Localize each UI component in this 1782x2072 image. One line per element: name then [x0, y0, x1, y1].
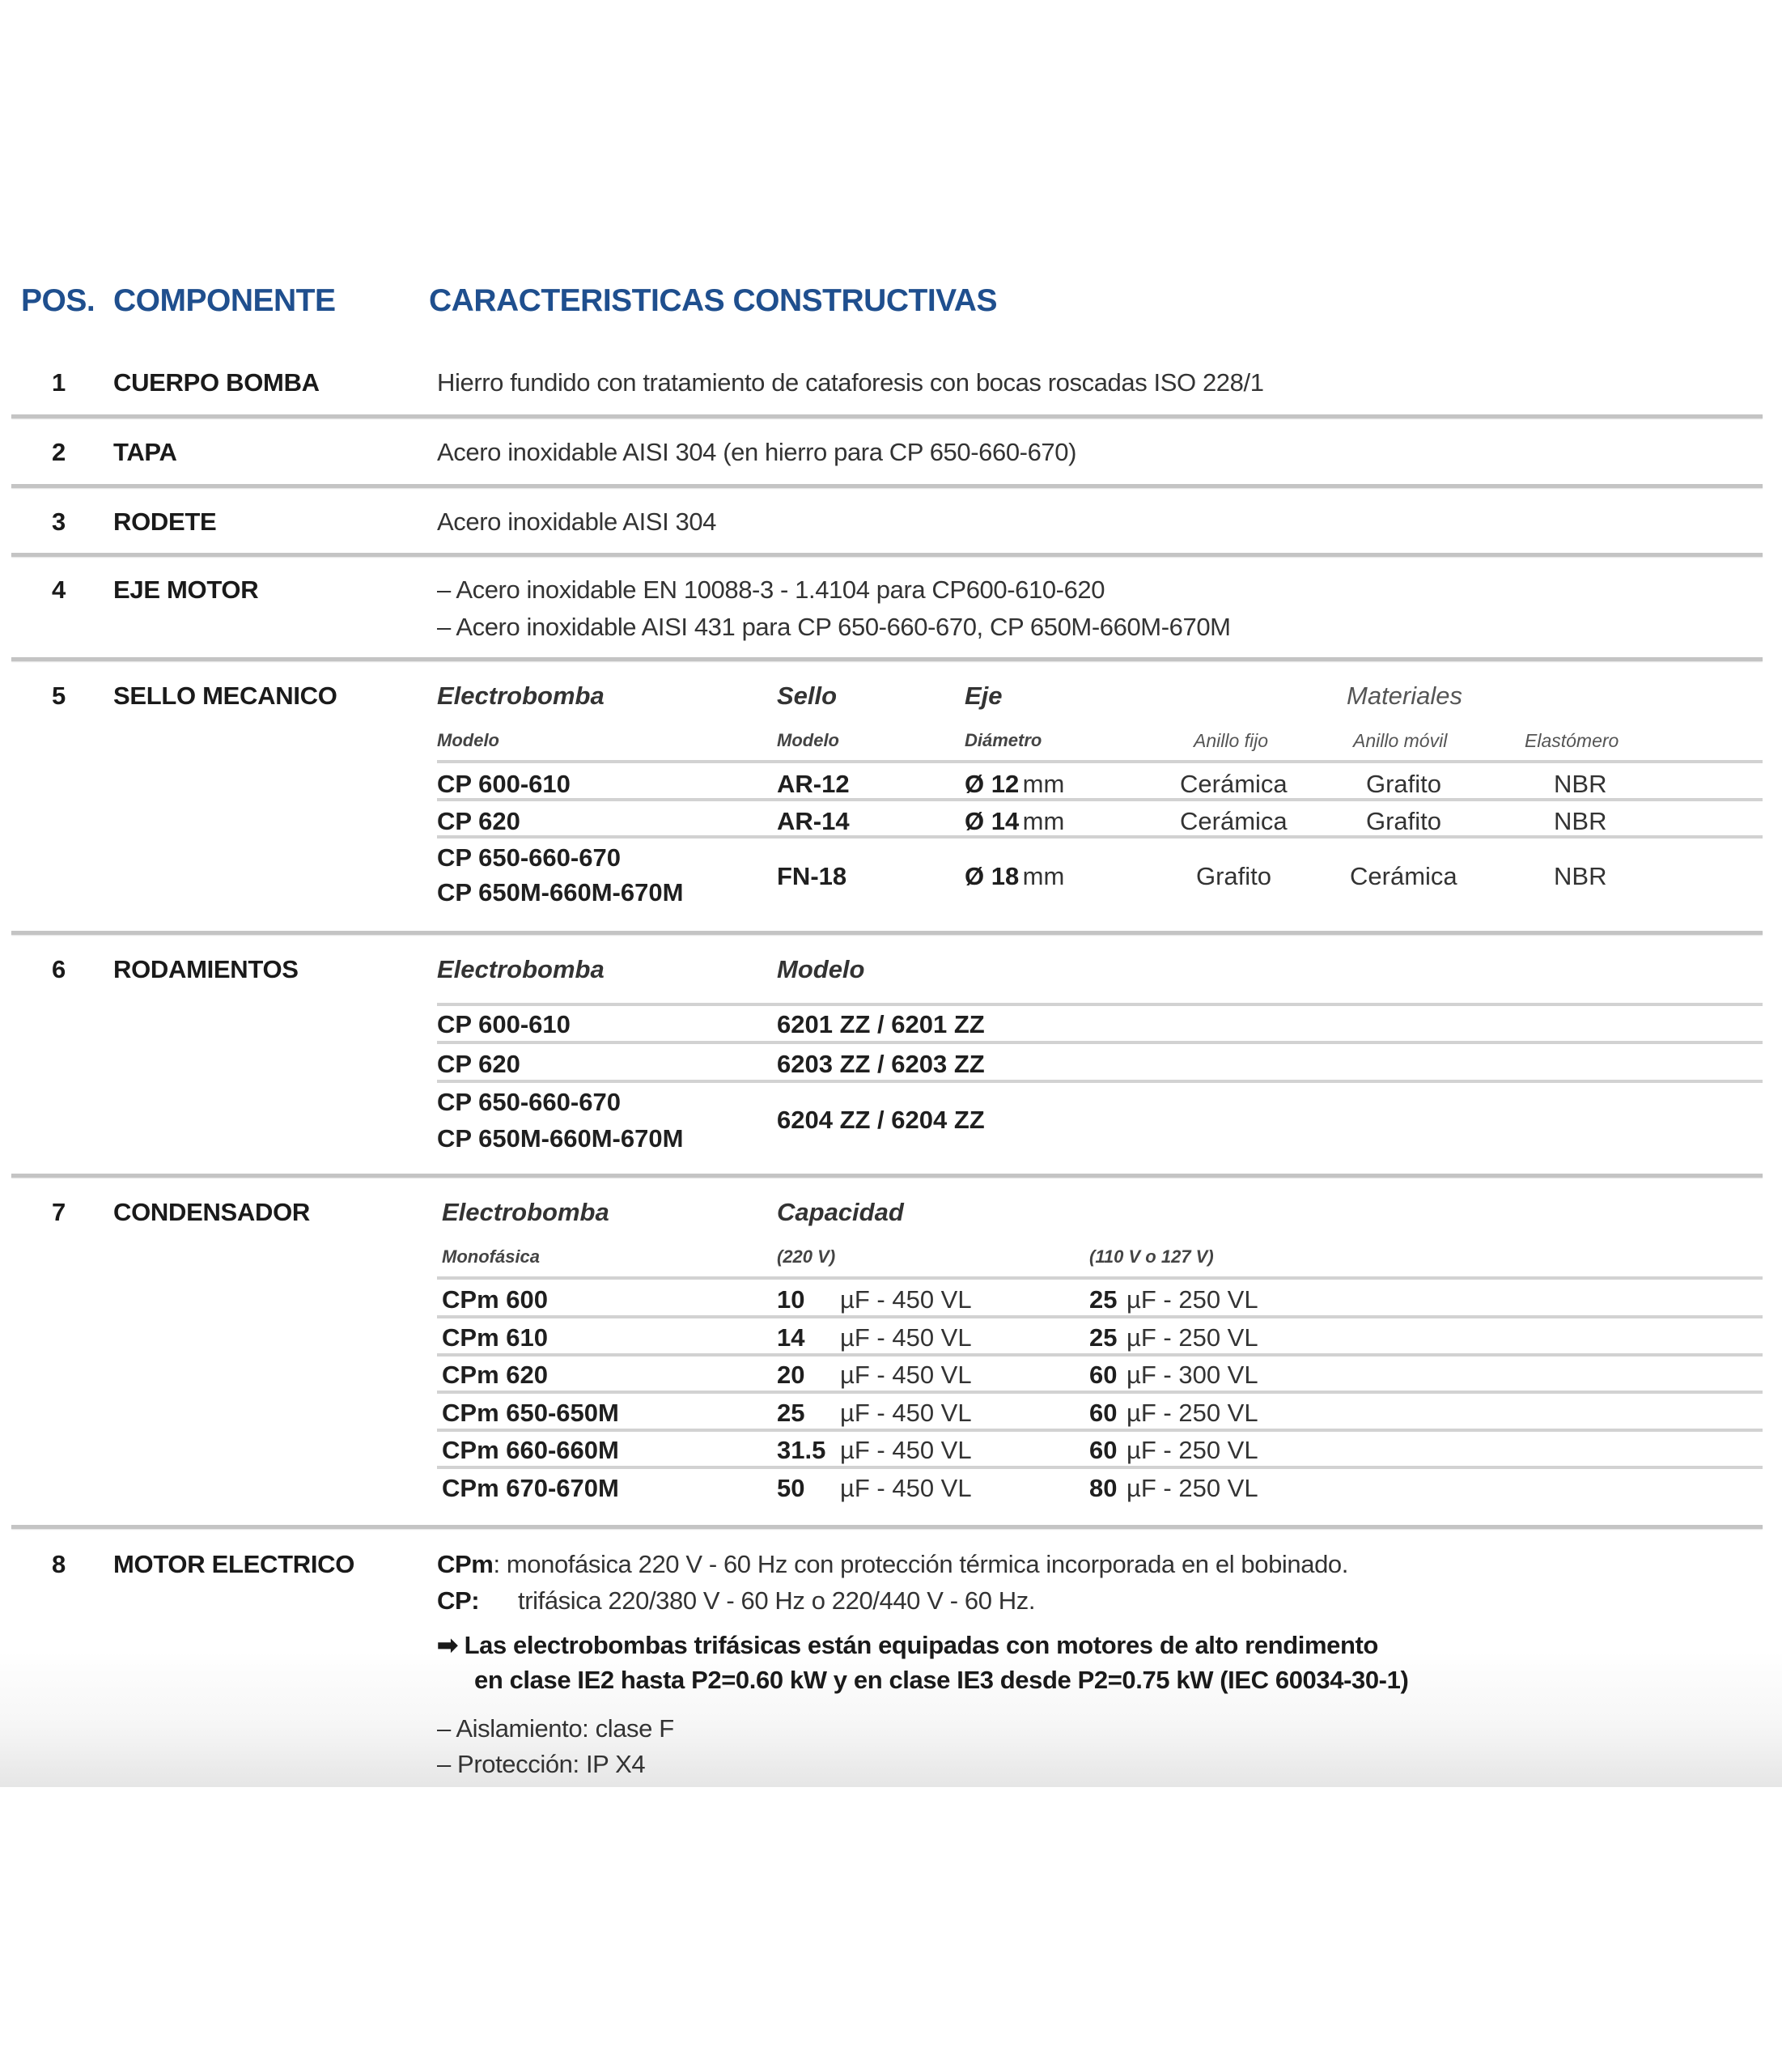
- divider: [11, 931, 1763, 935]
- condensador-row-model: CPm 660-660M: [442, 1436, 619, 1464]
- condensador-sub-110v: (110 V o 127 V): [1089, 1246, 1214, 1267]
- row-4-line-1: – Acero inoxidable EN 10088-3 - 1.4104 para CP600-610-620: [437, 575, 1105, 604]
- rodamientos-row-1-bearing: 6201 ZZ / 6201 ZZ: [777, 1010, 985, 1038]
- rodamientos-row-2-bearing: 6203 ZZ / 6203 ZZ: [777, 1050, 985, 1078]
- divider: [11, 1174, 1763, 1178]
- motor-proteccion: – Protección: IP X4: [437, 1750, 646, 1778]
- condensador-row-model: CPm 600: [442, 1285, 548, 1314]
- condensador-row-model: CPm 650-650M: [442, 1399, 619, 1427]
- sello-row-3-model-1: CP 650-660-670: [437, 843, 621, 872]
- divider: [11, 657, 1763, 661]
- sello-row-1-model: CP 600-610: [437, 770, 571, 798]
- sello-header-sello: Sello: [777, 681, 838, 710]
- diameter-value: Ø 14: [965, 807, 1020, 835]
- rodamientos-row-3-bearing: 6204 ZZ / 6204 ZZ: [777, 1106, 985, 1134]
- divider: [11, 553, 1763, 557]
- rodamientos-row-2-model: CP 620: [437, 1050, 520, 1078]
- condensador-row-220v-spec: µF - 450 VL: [840, 1323, 972, 1352]
- divider: [11, 484, 1763, 488]
- sello-sub-anillo-movil: Anillo móvil: [1353, 730, 1448, 751]
- subtable-line: [437, 1080, 1763, 1083]
- diameter-unit: mm: [1022, 807, 1065, 835]
- condensador-row-110v-spec: µF - 300 VL: [1126, 1361, 1258, 1389]
- sello-header-materiales: Materiales: [1347, 681, 1462, 710]
- motor-cp-label: CP:: [437, 1586, 480, 1615]
- sello-row-3-elastomer: NBR: [1554, 862, 1607, 890]
- condensador-row-110v-value: 80: [1089, 1474, 1118, 1502]
- condensador-row-110v-spec: µF - 250 VL: [1126, 1285, 1258, 1314]
- rodamientos-row-1-model: CP 600-610: [437, 1010, 571, 1038]
- row-3-pos: 3: [52, 507, 66, 536]
- subtable-line: [437, 1466, 1763, 1469]
- condensador-row-110v-spec: µF - 250 VL: [1126, 1399, 1258, 1427]
- condensador-row-220v-value: 10: [777, 1285, 805, 1314]
- condensador-row-110v-spec: µF - 250 VL: [1126, 1323, 1258, 1352]
- row-8-component: MOTOR ELECTRICO: [113, 1550, 355, 1578]
- sello-row-2-model: CP 620: [437, 807, 520, 835]
- condensador-row-220v-spec: µF - 450 VL: [840, 1285, 972, 1314]
- header-componente: COMPONENTE: [113, 283, 336, 318]
- row-5-pos: 5: [52, 681, 66, 710]
- sello-row-1-fixed-ring: Cerámica: [1180, 770, 1288, 798]
- row-5-component: SELLO MECANICO: [113, 681, 337, 710]
- condensador-row-110v-value: 60: [1089, 1399, 1118, 1427]
- subtable-line: [437, 1041, 1763, 1044]
- sello-sub-modelo: Modelo: [437, 730, 499, 750]
- row-7-pos: 7: [52, 1198, 66, 1226]
- motor-cpm-text: : monofásica 220 V - 60 Hz con protección térmica incorporada en el bobinado.: [493, 1550, 1348, 1578]
- row-2-pos: 2: [52, 438, 66, 466]
- row-3-description: Acero inoxidable AISI 304: [437, 507, 717, 536]
- sello-header-eje: Eje: [965, 681, 1003, 710]
- condensador-sub-monofasica: Monofásica: [442, 1246, 541, 1267]
- arrow-right-icon: ➡: [437, 1631, 458, 1659]
- row-7-component: CONDENSADOR: [113, 1198, 310, 1226]
- row-1-description: Hierro fundido con tratamiento de cataforesis con bocas roscadas ISO 228/1: [437, 368, 1264, 397]
- sello-row-3-moving-ring: Cerámica: [1350, 862, 1457, 890]
- subtable-line: [437, 835, 1763, 839]
- condensador-row-model: CPm 620: [442, 1361, 548, 1389]
- motor-aislamiento: – Aislamiento: clase F: [437, 1714, 674, 1743]
- condensador-row-220v-value: 31.5: [777, 1436, 826, 1464]
- motor-note-line-2: en clase IE2 hasta P2=0.60 kW y en clase IE3 desde P2=0.75 kW (IEC 60034-30-1): [474, 1666, 1409, 1694]
- sello-row-2-fixed-ring: Cerámica: [1180, 807, 1288, 835]
- row-6-pos: 6: [52, 955, 66, 983]
- condensador-row-220v-spec: µF - 450 VL: [840, 1474, 972, 1502]
- condensador-row-110v-value: 25: [1089, 1323, 1118, 1352]
- diameter-value: Ø 18: [965, 862, 1020, 890]
- condensador-header-electrobomba: Electrobomba: [442, 1198, 609, 1226]
- sello-row-1-moving-ring: Grafito: [1366, 770, 1442, 798]
- condensador-header-capacidad: Capacidad: [777, 1198, 904, 1226]
- motor-note-line-1: [437, 1631, 1378, 1660]
- sello-row-3-seal: FN-18: [777, 862, 847, 890]
- row-8-pos: 8: [52, 1550, 66, 1578]
- condensador-row-110v-value: 60: [1089, 1436, 1118, 1464]
- divider: [11, 1525, 1763, 1529]
- sello-sub-diametro: Diámetro: [965, 730, 1042, 750]
- condensador-row-220v-value: 14: [777, 1323, 805, 1352]
- subtable-line: [437, 1391, 1763, 1394]
- condensador-row-110v-spec: µF - 250 VL: [1126, 1474, 1258, 1502]
- diameter-unit: mm: [1022, 770, 1065, 798]
- sello-sub-elastomero: Elastómero: [1525, 730, 1619, 751]
- subtable-line: [437, 1315, 1763, 1318]
- condensador-row-220v-value: 25: [777, 1399, 805, 1427]
- sello-header-electrobomba: Electrobomba: [437, 681, 605, 710]
- subtable-line: [437, 760, 1763, 763]
- rodamientos-row-3-model-1: CP 650-660-670: [437, 1088, 621, 1116]
- subtable-line: [437, 798, 1763, 801]
- row-4-pos: 4: [52, 575, 66, 604]
- motor-cp-line: [437, 1586, 1035, 1616]
- rodamientos-row-3-model-2: CP 650M-660M-670M: [437, 1124, 684, 1153]
- sello-row-3-model-2: CP 650M-660M-670M: [437, 878, 684, 906]
- motor-cpm-label: CPm: [437, 1550, 494, 1578]
- subtable-line: [437, 1353, 1763, 1357]
- sello-row-2-moving-ring: Grafito: [1366, 807, 1442, 835]
- condensador-row-220v-spec: µF - 450 VL: [840, 1436, 972, 1464]
- condensador-row-220v-spec: µF - 450 VL: [840, 1361, 972, 1389]
- sello-row-1-elastomer: NBR: [1554, 770, 1607, 798]
- row-4-line-2: – Acero inoxidable AISI 431 para CP 650-660-670, CP 650M-660M-670M: [437, 613, 1231, 641]
- rodamientos-header-electrobomba: Electrobomba: [437, 955, 605, 983]
- condensador-row-220v-spec: µF - 450 VL: [840, 1399, 972, 1427]
- diameter-value: Ø 12: [965, 770, 1020, 798]
- row-1-component: CUERPO BOMBA: [113, 368, 320, 397]
- divider: [11, 414, 1763, 418]
- row-6-component: RODAMIENTOS: [113, 955, 299, 983]
- sello-row-1-seal: AR-12: [777, 770, 850, 798]
- row-2-component: TAPA: [113, 438, 177, 466]
- motor-cp-text: trifásica 220/380 V - 60 Hz o 220/440 V - 60 Hz.: [518, 1586, 1036, 1615]
- header-pos: POS.: [21, 283, 95, 318]
- rodamientos-header-modelo: Modelo: [777, 955, 865, 983]
- row-1-pos: 1: [52, 368, 66, 397]
- condensador-row-220v-value: 20: [777, 1361, 805, 1389]
- sello-row-2-elastomer: NBR: [1554, 807, 1607, 835]
- condensador-row-110v-value: 25: [1089, 1285, 1118, 1314]
- row-3-component: RODETE: [113, 507, 217, 536]
- row-2-description: Acero inoxidable AISI 304 (en hierro para CP 650-660-670): [437, 438, 1077, 466]
- sello-row-3-diameter: [965, 862, 1064, 891]
- subtable-line: [437, 1276, 1763, 1280]
- sello-sub-anillo-fijo: Anillo fijo: [1194, 730, 1269, 751]
- condensador-row-220v-value: 50: [777, 1474, 805, 1502]
- subtable-line: [437, 1429, 1763, 1432]
- row-4-component: EJE MOTOR: [113, 575, 259, 604]
- sello-row-3-fixed-ring: Grafito: [1196, 862, 1272, 890]
- sello-row-2-diameter: [965, 807, 1064, 836]
- condensador-row-model: CPm 670-670M: [442, 1474, 619, 1502]
- condensador-sub-220v: (220 V): [777, 1246, 836, 1267]
- motor-note-text-1: Las electrobombas trifásicas están equipadas con motores de alto rendimento: [464, 1631, 1378, 1659]
- sello-row-2-seal: AR-14: [777, 807, 850, 835]
- sello-sub-sello-modelo: Modelo: [777, 730, 839, 750]
- sello-row-1-diameter: [965, 770, 1064, 799]
- diameter-unit: mm: [1022, 862, 1065, 890]
- subtable-line: [437, 1003, 1763, 1006]
- condensador-row-110v-value: 60: [1089, 1361, 1118, 1389]
- motor-cpm-line: [437, 1550, 1348, 1579]
- header-caracteristicas: CARACTERISTICAS CONSTRUCTIVAS: [429, 283, 997, 318]
- condensador-row-model: CPm 610: [442, 1323, 548, 1352]
- condensador-row-110v-spec: µF - 250 VL: [1126, 1436, 1258, 1464]
